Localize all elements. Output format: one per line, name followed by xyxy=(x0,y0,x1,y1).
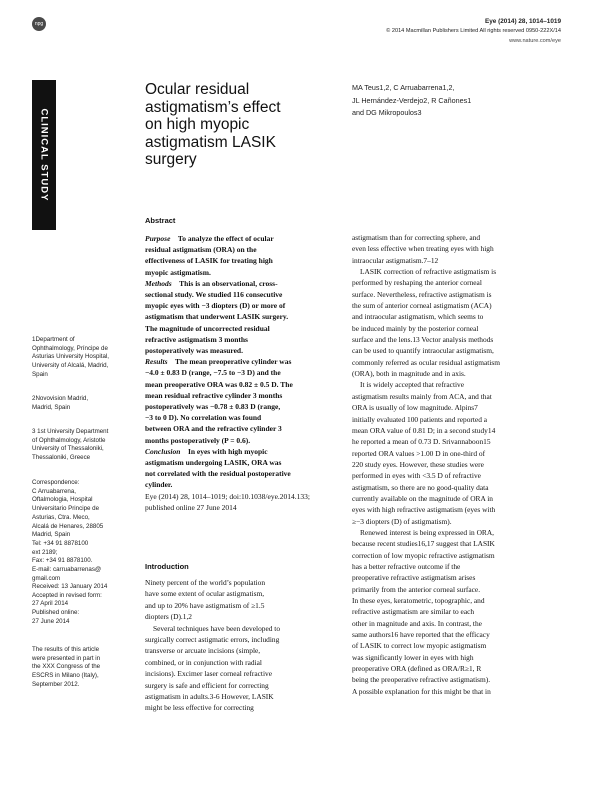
body-line: the sum of anterior corneal astigmatism (ACA) xyxy=(352,301,492,311)
abstract-line xyxy=(145,423,340,434)
correspondence-line: gmail.com xyxy=(32,574,61,582)
body-line: other in magnitude and axis. In contrast, the xyxy=(352,618,482,628)
intro-line: Several techniques have been developed to xyxy=(153,623,281,633)
body-line: intraocular astigmatism.7–12 xyxy=(352,255,439,265)
body-line: same authors16 have reported that the efficacy xyxy=(352,630,490,640)
body-line: performed in eyes with <3.5 D of refractive xyxy=(352,471,481,481)
citation-line: Eye (2014) 28, 1014–1019; doi:10.1038/eye.2014.133; xyxy=(145,491,310,501)
correspondence-line: E-mail: carruabarrenas@ xyxy=(32,566,102,574)
correspondence-line: ext 2189; xyxy=(32,548,58,556)
correspondence-line: Asturias, Ctra. Meco, xyxy=(32,513,90,521)
abstract-text: −3 to 0 D). No correlation was found xyxy=(145,413,262,423)
body-line: eyes with high refractive astigmatism (eyes with xyxy=(352,505,496,515)
abstract-text: In eyes with high myopic xyxy=(187,446,268,456)
abstract-text: effectiveness of LASIK for treating high xyxy=(145,256,273,266)
intro-line: transverse or arcuate incisions (simple, xyxy=(145,646,261,656)
abstract-text: postoperatively was measured. xyxy=(145,346,243,356)
abstract-body xyxy=(145,233,340,513)
body-line: It is widely accepted that refractive xyxy=(360,380,465,390)
body-line: A possible explanation for this might be that in xyxy=(352,686,491,696)
affiliation-3 xyxy=(32,428,127,463)
abstract-line xyxy=(145,412,340,423)
abstract-line xyxy=(145,255,340,266)
body-line: reported ORA values >1.00 D in one-third of xyxy=(352,448,486,458)
body-line: astigmatism, so there are no good-quality data xyxy=(352,482,489,492)
abstract-text: sectional study. We studied 116 consecutive xyxy=(145,290,283,300)
intro-line: incisions). Excimer laser corneal refractive xyxy=(145,669,273,679)
body-line: commonly referred as ocular residual astigmatism xyxy=(352,357,500,367)
body-line: even less effective when treating eyes with high xyxy=(352,244,494,254)
body-line: surface and the lens.13 Vector analysis methods xyxy=(352,335,494,345)
title-line: astigmatism’s effect xyxy=(145,98,281,116)
correspondence-line: Tel: +34 91 8878100 xyxy=(32,539,89,547)
abstract-line xyxy=(145,446,340,457)
intro-line: diopters (D).1,2 xyxy=(145,612,193,622)
date-line: Received: 13 January 2014 xyxy=(32,583,108,590)
correspondence-line: Madrid, Spain xyxy=(32,531,71,539)
abstract-line xyxy=(145,435,340,446)
affiliation-line: 1Department of xyxy=(32,336,75,343)
affiliation-line: 2Novovision Madrid, xyxy=(32,395,89,402)
body-line: currently available on the magnitude of ORA in xyxy=(352,493,493,503)
abstract-text: residual astigmatism (ORA) on the xyxy=(145,245,257,255)
abstract-line xyxy=(145,289,340,300)
abstract-line xyxy=(145,479,340,490)
abstract-text: The magnitude of uncorrected residual xyxy=(145,323,270,333)
affiliation-line: 3 1st University Department xyxy=(32,428,109,435)
intro-line: might be less effective for correcting xyxy=(145,703,254,713)
abstract-line xyxy=(145,323,340,334)
journal-citation: Eye (2014) 28, 1014–1019 xyxy=(484,18,561,25)
body-line: (ORA), both in magnitude and in axis. xyxy=(352,369,466,379)
abstract-text: not correlated with the residual postoperative xyxy=(145,469,291,479)
abstract-line xyxy=(145,401,340,412)
abstract-line xyxy=(145,356,340,367)
intro-line: surgically correct astigmatic errors, including xyxy=(145,635,280,645)
body-line: In these eyes, keratometric, topographic, and xyxy=(352,596,485,605)
abstract-text: −4.0 ± 0.83 D (range, −7.5 to −3 D) and the xyxy=(145,368,281,378)
note-line: the XXX Congress of the xyxy=(32,663,101,671)
intro-line: Ninety percent of the world’s population xyxy=(145,578,266,587)
abstract-text: between ORA and the refractive cylinder 3 xyxy=(145,424,282,434)
note-line: The results of this article xyxy=(32,646,100,653)
body-line: has a better refractive outcome if the xyxy=(352,561,461,571)
affiliation-line: University of Alcalá, Madrid, xyxy=(32,362,109,370)
correspondence-line: Universitario Principe de xyxy=(32,505,100,513)
title-line: on high myopic xyxy=(145,116,250,133)
body-line: correction of low myopic refractive astigmatism xyxy=(352,550,495,560)
author-line: JL Hernández-Verdejo2, R Cañones1 xyxy=(352,95,472,105)
affiliation-line: Spain xyxy=(32,370,48,378)
abstract-text: myopic astigmatism. xyxy=(145,267,211,277)
congress-note xyxy=(32,646,127,690)
abstract-text: astigmatism undergoing LASIK, ORA was xyxy=(145,458,282,468)
abstract-text: To analyze the effect of ocular xyxy=(177,234,274,243)
body-line: and intraocular astigmatism, which seems to xyxy=(352,312,484,322)
body-line: be induced mainly by the posterior corneal xyxy=(352,323,479,333)
section-tab xyxy=(32,80,56,230)
note-line: September 2012. xyxy=(32,680,80,688)
date-line: 27 April 2014 xyxy=(32,600,69,608)
affiliation-line: Ophthalmology, Príncipe de xyxy=(32,344,108,352)
intro-line: have some extent of ocular astigmatism, xyxy=(145,589,265,599)
body-line: initially evaluated 100 patients and reported a xyxy=(352,414,488,424)
intro-line: astigmatism in adults.3-6 However, LASIK xyxy=(145,692,274,702)
abstract-line xyxy=(145,457,340,468)
article-title xyxy=(145,81,340,169)
abstract-line xyxy=(145,379,340,390)
body-line: refractive astigmatism are similar to each xyxy=(352,607,475,617)
author-list xyxy=(352,82,562,120)
body-line: mean ORA value of 0.81 D; in a second study14 xyxy=(352,425,496,435)
abstract-text: myopic eyes with −3 diopters (D) or more of xyxy=(145,301,286,311)
abstract-line xyxy=(145,233,340,244)
journal-url[interactable]: www.nature.com/eye xyxy=(509,38,561,44)
intro-line: combined, or in conjunction with radial xyxy=(145,657,262,667)
abstract-text: cylinder. xyxy=(145,480,173,490)
dates-block xyxy=(32,583,127,627)
affiliation-line: of Ophthalmology, Aristotle xyxy=(32,436,106,444)
body-line: preoperative ORA (defined as ORA/R≥1, R xyxy=(352,664,482,674)
body-column-right xyxy=(352,232,562,697)
body-line: surface. Nevertheless, refractive astigmatism is xyxy=(352,289,492,299)
section-tab-label: CLINICAL STUDY xyxy=(38,108,50,202)
publisher-logo: npg xyxy=(32,17,46,31)
correspondence-line: Correspondence: xyxy=(32,479,80,486)
abstract-line xyxy=(145,311,340,322)
abstract-text: The mean preoperative cylinder was xyxy=(175,357,292,367)
abstract-line xyxy=(145,345,340,356)
title-line: Ocular residual xyxy=(145,81,250,98)
note-line: were presented in part in xyxy=(32,654,101,662)
abstract-line xyxy=(145,468,340,479)
body-line: LASIK correction of refractive astigmatism is xyxy=(360,267,497,277)
date-line: 27 June 2014 xyxy=(32,617,70,625)
affiliation-line: Asturias University Hospital, xyxy=(32,353,110,361)
abstract-text: This is an observational, cross- xyxy=(179,278,278,288)
abstract-line xyxy=(145,334,340,345)
abstract-text: postoperatively was −0.78 ± 0.83 D (range, xyxy=(145,402,281,412)
body-line: preoperative refractive astigmatism arises xyxy=(352,573,476,583)
abstract-heading: Abstract xyxy=(145,216,176,225)
copyright-line: © 2014 Macmillan Publishers Limited All rights reserved 0950-222X/14 xyxy=(386,28,561,34)
abstract-text: mean preoperative ORA was 0.82 ± 0.5 D. The xyxy=(145,379,293,389)
abstract-line xyxy=(145,244,340,255)
abstract-line xyxy=(145,300,340,311)
affiliation-line: University of Thessaloniki, xyxy=(32,445,104,453)
body-line: astigmatism than for correcting sphere, and xyxy=(352,233,481,242)
body-line: can be used to quantify intraocular astigmatism, xyxy=(352,346,494,356)
introduction-heading: Introduction xyxy=(145,562,189,571)
abstract-text: astigmatism that underwent LASIK surgery. xyxy=(145,312,289,322)
abstract-text: months postoperatively (P = 0.6). xyxy=(145,435,251,445)
affiliation-line: Madrid, Spain xyxy=(32,403,71,411)
abstract-section-label: Purpose xyxy=(145,234,171,243)
note-line: ESCRS in Milano (Italy), xyxy=(32,672,99,680)
abstract-text: mean residual refractive cylinder 3 months xyxy=(145,390,283,400)
body-line: astigmatism results mainly from ACA, and that xyxy=(352,391,492,401)
correspondence-line: Fax: +34 91 8878100. xyxy=(32,557,93,565)
affiliation-1 xyxy=(32,336,127,380)
author-line: MA Teus1,2, C Arruabarrena1,2, xyxy=(352,83,455,92)
affiliation-2 xyxy=(32,395,127,412)
intro-line: and up to 20% have astigmatism of ≥1.5 xyxy=(145,600,265,610)
date-line: Published online: xyxy=(32,609,80,617)
body-line: was significantly lower in eyes with high xyxy=(352,652,474,662)
affiliation-line: Thessaloniki, Greece xyxy=(32,454,91,462)
body-line: ORA is usually of low magnitude. Alpins7 xyxy=(352,403,478,413)
abstract-text: refractive astigmatism 3 months xyxy=(145,334,248,344)
correspondence-line: Alcalá de Henares, 28805 xyxy=(32,522,104,530)
body-line: performed by reshaping the anterior corneal xyxy=(352,278,482,288)
body-line: he reported a mean of 0.73 D. Srivannaboon15 xyxy=(352,437,491,447)
correspondence-block xyxy=(32,479,127,583)
body-line: primarily from the anterior corneal surface. xyxy=(352,584,481,594)
author-line: and DG Mikropoulos3 xyxy=(352,108,422,118)
correspondence-line: C Arruabarrena, xyxy=(32,487,77,495)
abstract-section-label: Methods xyxy=(145,278,172,288)
body-line: being the preoperative refractive astigmatism). xyxy=(352,675,491,685)
introduction-body xyxy=(145,577,345,714)
body-line: because recent studies16,17 suggest that LASIK xyxy=(352,539,495,549)
abstract-line xyxy=(145,267,340,278)
correspondence-line: Oftalmologia, Hospital xyxy=(32,496,93,504)
citation-line: published online 27 June 2014 xyxy=(145,502,237,512)
title-line: surgery xyxy=(145,151,197,168)
abstract-section-label: Conclusion xyxy=(145,446,181,456)
intro-line: surgery is safe and efficient for correcting xyxy=(145,680,269,690)
abstract-line xyxy=(145,278,340,289)
body-line: 220 study eyes. However, these studies were xyxy=(352,459,484,469)
abstract-section-label: Results xyxy=(145,357,168,367)
abstract-line xyxy=(145,390,340,401)
date-line: Accepted in revised form: xyxy=(32,591,102,599)
body-line: of LASIK to correct low myopic astigmatism xyxy=(352,641,487,651)
body-line: Renewed interest is being expressed in ORA, xyxy=(360,527,495,537)
abstract-line xyxy=(145,367,340,378)
body-line: ≥−3 diopters (D) of astigmatism). xyxy=(352,516,452,526)
title-line: astigmatism LASIK xyxy=(145,133,276,151)
